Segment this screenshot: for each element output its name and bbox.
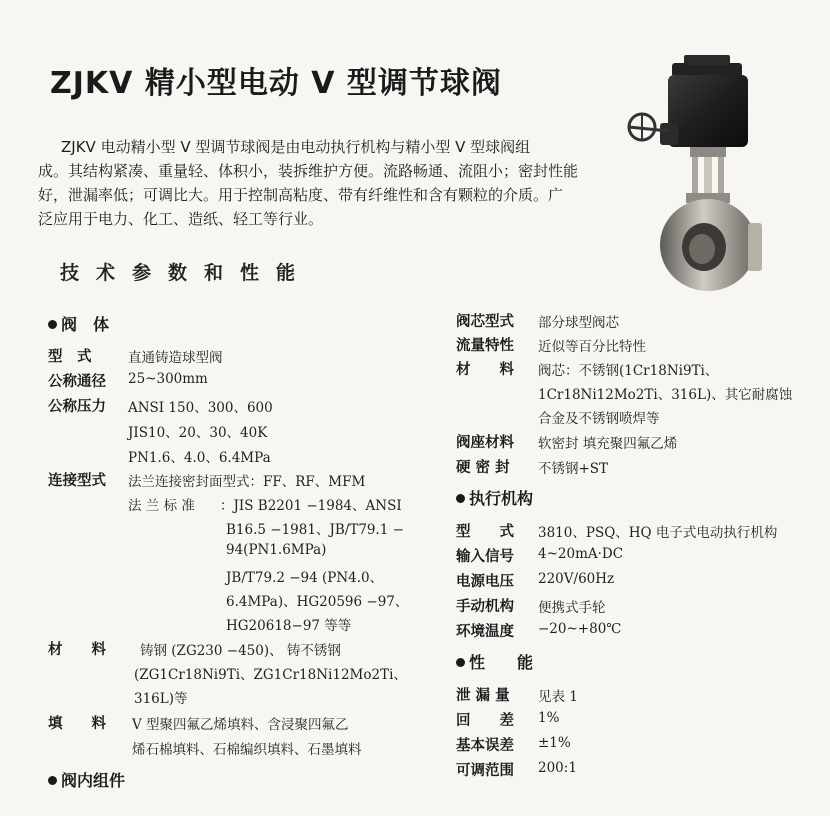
label-leakage: 泄 漏 量 — [456, 688, 510, 704]
value-core-material: 阀芯：不锈钢(1Cr18Ni9Ti、 — [538, 363, 719, 379]
bullet-icon — [48, 776, 57, 785]
value-leakage: 见表 1 — [538, 689, 578, 705]
label-basic-error: 基本误差 — [456, 738, 514, 754]
value-core-material: 1Cr18Ni12Mo2Ti、316L)、其它耐腐蚀 — [538, 387, 793, 403]
page-title: ZJKV 精小型电动 V 型调节球阀 — [50, 66, 502, 101]
label-type: 型 式 — [48, 349, 92, 365]
section-actuator: 执行机构 — [456, 486, 533, 509]
label-hysteresis: 回 差 — [456, 713, 514, 729]
value-flange-standard: HG20618−97 等等 — [226, 618, 352, 634]
intro-line: 成。其结构紧凑、重量轻、体积小，装拆维护方便。流路畅通、流阻小；密封性能 — [38, 162, 579, 180]
label-material: 材 料 — [48, 642, 106, 658]
label-manual-mechanism: 手动机构 — [456, 599, 514, 615]
label-ambient-temperature: 环境温度 — [456, 624, 514, 640]
value-core-type: 部分球型阀芯 — [538, 315, 619, 331]
label-connection: 连接型式 — [48, 473, 106, 489]
value-material: 铸钢 (ZG230 −450)、 铸不锈钢 — [140, 643, 341, 659]
label-nominal-diameter: 公称通径 — [48, 374, 106, 390]
value-flange-standard: ：JIS B2201 −1984、ANSI — [220, 498, 402, 514]
value-flange-standard: B16.5 −1981、JB/T79.1 − — [226, 522, 404, 538]
intro-line: ZJKV 电动精小型 V 型调节球阀是由电动执行机构与精小型 V 型球阀组 — [61, 138, 531, 156]
label-flange-standard: 法 兰 标 准 — [128, 498, 195, 514]
tech-params-heading: 技术参数和性能 — [60, 262, 313, 284]
value-rangeability: 200:1 — [538, 760, 577, 776]
intro-line: 好，泄漏率低；可调比大。用于控制高粘度、带有纤维性和含有颗粒的介质。广 — [38, 186, 564, 204]
value-ambient-temperature: −20~+80℃ — [538, 621, 622, 637]
value-hard-seal: 不锈钢+ST — [538, 461, 609, 477]
value-material: (ZG1Cr18Ni9Ti、ZG1Cr18Ni12Mo2Ti、 — [134, 667, 407, 683]
bullet-icon — [48, 320, 57, 329]
value-nominal-pressure: JIS10、20、30、40K — [128, 425, 268, 441]
value-nominal-diameter: 25~300mm — [128, 371, 208, 387]
value-packing: 烯石棉填料、石棉编织填料、石墨填料 — [132, 742, 362, 758]
label-flow-characteristic: 流量特性 — [456, 338, 514, 354]
label-core-material: 材 料 — [456, 362, 514, 378]
intro-line: 泛应用于电力、化工、造纸、轻工等行业。 — [38, 210, 324, 228]
label-actuator-type: 型 式 — [456, 524, 514, 540]
section-inner-components: 阀内组件 — [48, 768, 125, 791]
label-nominal-pressure: 公称压力 — [48, 399, 106, 415]
label-seat-material: 阀座材料 — [456, 435, 514, 451]
section-performance: 性 能 — [456, 650, 533, 673]
valve-product-image — [620, 45, 820, 295]
value-seat-material: 软密封 填充聚四氟乙烯 — [538, 436, 678, 452]
bullet-icon — [456, 494, 465, 503]
value-flange-standard: 94(PN1.6MPa) — [226, 542, 327, 558]
label-packing: 填 料 — [48, 716, 106, 732]
value-flow-characteristic: 近似等百分比特性 — [538, 339, 646, 355]
value-flange-standard: 6.4MPa)、HG20596 −97、 — [226, 594, 409, 610]
value-nominal-pressure: PN1.6、4.0、6.4MPa — [128, 450, 271, 466]
label-core-type: 阀芯型式 — [456, 314, 514, 330]
value-actuator-type: 3810、PSQ、HQ 电子式电动执行机构 — [538, 525, 778, 541]
value-manual-mechanism: 便携式手轮 — [538, 600, 606, 616]
value-nominal-pressure: ANSI 150、300、600 — [128, 400, 273, 416]
value-material: 316L)等 — [134, 691, 188, 707]
value-hysteresis: 1% — [538, 710, 560, 726]
value-input-signal: 4~20mA·DC — [538, 546, 624, 562]
value-flange-standard: JB/T79.2 −94 (PN4.0、 — [226, 570, 384, 586]
bullet-icon — [456, 658, 465, 667]
value-power-voltage: 220V/60Hz — [538, 571, 615, 587]
value-core-material: 合金及不锈钢喷焊等 — [538, 411, 660, 427]
label-input-signal: 输入信号 — [456, 549, 514, 565]
label-rangeability: 可调范围 — [456, 763, 514, 779]
section-valve-body: 阀 体 — [48, 312, 109, 335]
label-power-voltage: 电源电压 — [456, 574, 514, 590]
value-basic-error: ±1% — [538, 735, 571, 751]
value-packing: V 型聚四氟乙烯填料、含浸聚四氟乙 — [132, 717, 349, 733]
value-type: 直通铸造球型阀 — [128, 350, 223, 366]
value-connection: 法兰连接密封面型式：FF、RF、MFM — [128, 474, 366, 490]
label-hard-seal: 硬 密 封 — [456, 460, 510, 476]
